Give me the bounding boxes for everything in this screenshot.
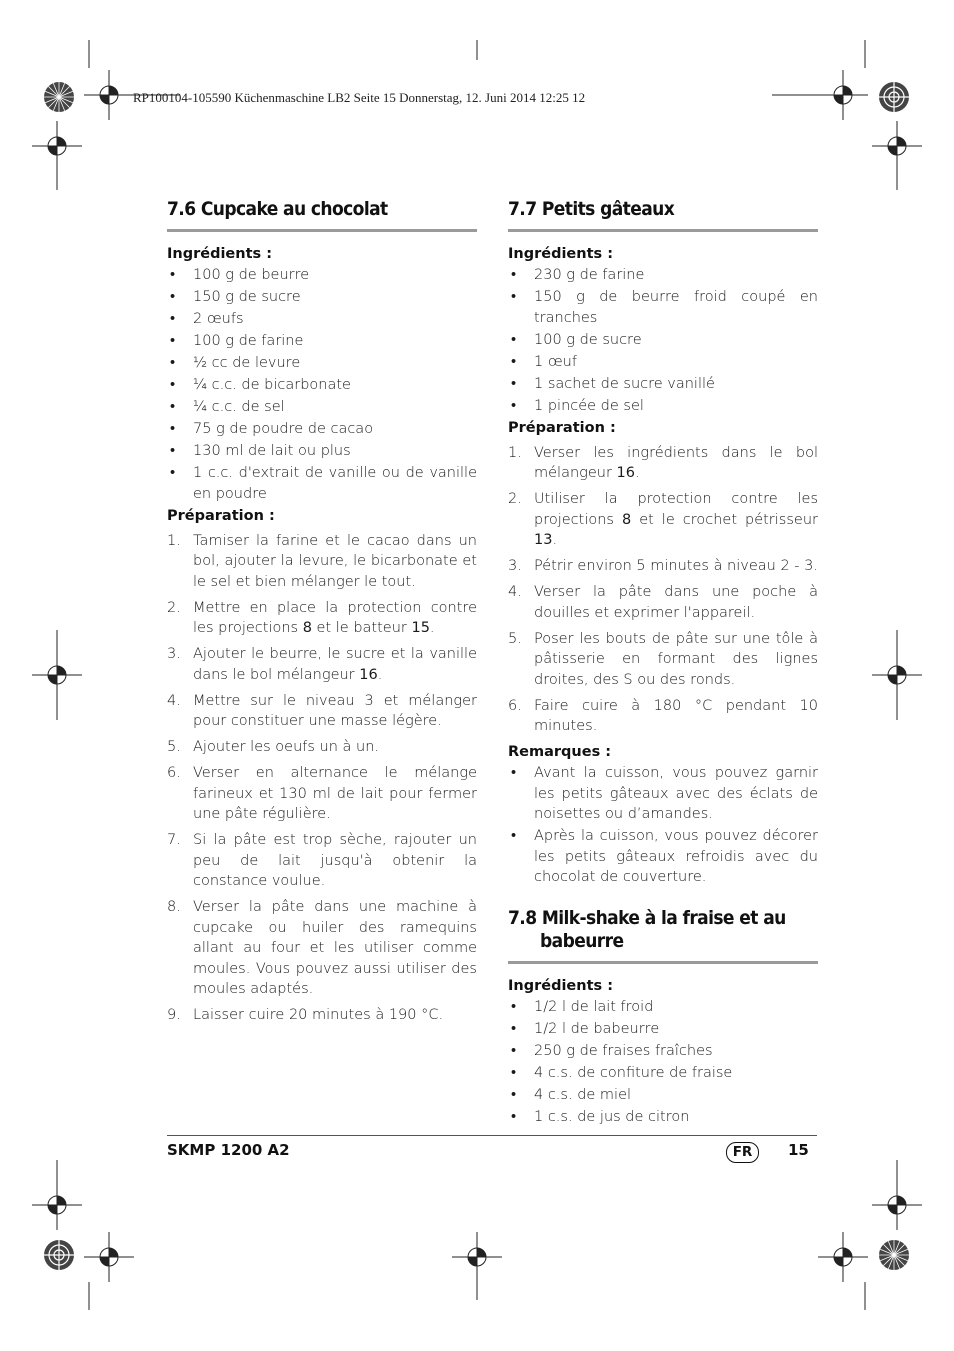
step-item: 2. Mettre en place la protection contre les projections 8 et le batteur 15. (167, 599, 477, 636)
step-item: 4. Mettre sur le niveau 3 et mélanger pour constituer une masse légère. (167, 692, 477, 729)
preparation-label: Préparation : (167, 507, 275, 524)
list-item: • 1 c.s. de jus de citron (508, 1107, 818, 1128)
step-item: 1. Tamiser la farine et le cacao dans un bol, ajouter la levure, le bicarbonate et le sel et bien mélanger le tout. (167, 532, 477, 590)
step-item: 7. Si la pâte est trop sèche, rajouter un peu de lait jusqu'à obtenir la constance voulue. (167, 832, 477, 889)
list-item: • 150 g de beurre froid coupé en tranches (508, 287, 818, 328)
page-number: 15 (788, 1141, 809, 1159)
preparation-label: Préparation : (508, 419, 616, 436)
list-item: • Après la cuisson, vous pouvez décorer les petits gâteaux refroidis avec du chocolat de couverture. (508, 826, 818, 888)
list-item: • 250 g de fraises fraîches (508, 1041, 818, 1062)
list-item: • 100 g de sucre (508, 330, 818, 351)
section-title-cupcake: 7.6 Cupcake au chocolat (167, 196, 477, 232)
list-item: • 230 g de farine (508, 265, 818, 286)
list-item: • Avant la cuisson, vous pouvez garnir les petits gâteaux avec des éclats de noisettes ou d’amandes. (508, 763, 818, 825)
step-item: 6. Faire cuire à 180 °C pendant 10 minutes. (508, 697, 818, 734)
list-item: • 4 c.s. de miel (508, 1085, 818, 1106)
section-title-line2: babeurre (540, 930, 624, 952)
list-item: • 1 pincée de sel (508, 396, 818, 417)
list-item: • 1 sachet de sucre vanillé (508, 374, 818, 395)
step-item: 6. Verser en alternance le mélange farineux et 130 ml de lait pour fermer une pâte régulière. (167, 765, 477, 822)
list-item: • 1 c.c. d'extrait de vanille ou de vanille en poudre (167, 463, 477, 504)
section-title-line1: 7.8 Milk-shake à la fraise et au (508, 907, 786, 929)
list-item: • 150 g de sucre (167, 287, 477, 308)
list-item: • 2 œufs (167, 309, 477, 330)
list-item: • 100 g de farine (167, 331, 477, 352)
step-item: 2. Utiliser la protection contre les projections 8 et le crochet pétrisseur 13. (508, 491, 818, 548)
step-item: 3. Ajouter le beurre, le sucre et la vanille dans le bol mélangeur 16. (167, 646, 477, 683)
list-item: • ¼ c.c. de bicarbonate (167, 375, 477, 396)
list-item: • 100 g de beurre (167, 265, 477, 286)
list-item: • 1/2 l de babeurre (508, 1019, 818, 1040)
step-item: 1. Verser les ingrédients dans le bol mélangeur 16. (508, 444, 818, 481)
step-item: 5. Poser les bouts de pâte sur une tôle à pâtisserie en formant des lignes droites, des S ou des ronds. (508, 630, 818, 688)
language-badge: FR (726, 1142, 759, 1163)
step-item: 8. Verser la pâte dans une machine à cupcake ou huiler des ramequins allant au four et les utiliser comme moules. Vous pouvez aussi utiliser des moules adaptés. (167, 899, 477, 997)
print-header: RP100104-105590 Küchenmaschine LB2 Seite 15 Donnerstag, 12. Juni 2014 12:25 12 (133, 90, 586, 105)
list-item: • 1/2 l de lait froid (508, 997, 818, 1018)
list-item: • 75 g de poudre de cacao (167, 419, 477, 440)
list-item: • 130 ml de lait ou plus (167, 441, 477, 462)
remarks-label: Remarques : (508, 744, 612, 760)
list-item: • 4 c.s. de confiture de fraise (508, 1063, 818, 1084)
step-item: 9. Laisser cuire 20 minutes à 190 °C. (167, 1007, 444, 1023)
list-item: • ½ cc de levure (167, 353, 477, 374)
section-title-petits-gateaux: 7.7 Petits gâteaux (508, 196, 818, 232)
ingredients-label: Ingrédients : (508, 978, 613, 994)
step-item: 4. Verser la pâte dans une poche à douilles et exprimer l'appareil. (508, 584, 818, 621)
list-item: • ¼ c.c. de sel (167, 397, 477, 418)
list-item: • 1 œuf (508, 352, 818, 373)
step-item: 5. Ajouter les oeufs un à un. (167, 739, 380, 755)
step-item: 3. Pétrir environ 5 minutes à niveau 2 - 3. (508, 558, 818, 574)
ingredients-label: Ingrédients : (167, 246, 272, 262)
model-number: SKMP 1200 A2 (167, 1141, 290, 1159)
ingredients-label: Ingrédients : (508, 246, 613, 262)
